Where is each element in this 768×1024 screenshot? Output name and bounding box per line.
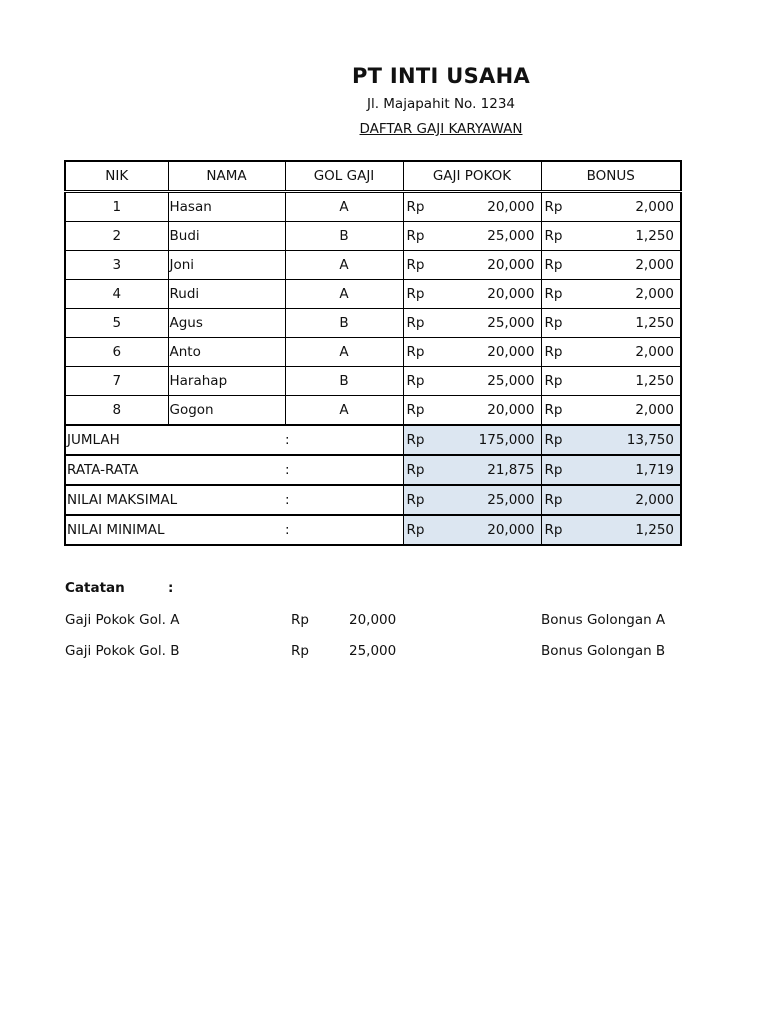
currency-label: Rp (406, 344, 425, 360)
salary-table (64, 160, 682, 546)
note-bonus-label: Bonus Golongan B (541, 643, 666, 659)
currency-label: Rp (406, 522, 425, 538)
gaji-value: 20,000 (487, 402, 535, 418)
table-row (65, 396, 681, 426)
currency-label: Rp (406, 432, 425, 448)
summary-gaji-value: 21,875 (487, 462, 535, 478)
column-header-bonus: BONUS (541, 161, 681, 192)
cell-nik: 3 (65, 251, 168, 280)
cell-nik: 7 (65, 367, 168, 396)
cell-bonus (541, 338, 681, 367)
bonus-value: 1,250 (635, 315, 674, 331)
cell-nama: Harahap (168, 367, 285, 396)
currency-label: Rp (406, 228, 425, 244)
currency-label: Rp (544, 199, 563, 215)
table-row (65, 251, 681, 280)
currency-label: Rp (544, 432, 563, 448)
cell-bonus (541, 222, 681, 251)
bonus-value: 2,000 (635, 199, 674, 215)
currency-label: Rp (406, 402, 425, 418)
bonus-value: 1,250 (635, 373, 674, 389)
cell-gaji-pokok (403, 222, 541, 251)
currency-label: Rp (406, 286, 425, 302)
summary-bonus (541, 485, 681, 515)
currency-label: Rp (406, 373, 425, 389)
table-row (65, 280, 681, 309)
cell-gaji-pokok (403, 192, 541, 222)
summary-gaji-value: 20,000 (487, 522, 535, 538)
cell-gol-gaji: A (285, 338, 403, 367)
cell-gol-gaji: A (285, 280, 403, 309)
summary-label: JUMLAH (65, 425, 285, 455)
note-value: 20,000 (349, 612, 397, 628)
summary-gaji-pokok (403, 425, 541, 455)
note-label: Gaji Pokok Gol. A (65, 612, 180, 628)
cell-gol-gaji: A (285, 251, 403, 280)
cell-bonus (541, 396, 681, 426)
summary-bonus (541, 425, 681, 455)
summary-colon: : (285, 485, 403, 515)
summary-bonus-value: 2,000 (635, 492, 674, 508)
column-header-nik: NIK (65, 161, 168, 192)
cell-bonus (541, 192, 681, 222)
currency-label: Rp (406, 199, 425, 215)
summary-gaji-value: 25,000 (487, 492, 535, 508)
table-row (65, 192, 681, 222)
cell-nama: Rudi (168, 280, 285, 309)
gaji-value: 25,000 (487, 373, 535, 389)
currency-label: Rp (544, 315, 563, 331)
cell-nama: Joni (168, 251, 285, 280)
summary-colon: : (285, 425, 403, 455)
company-title: PT INTI USAHA (351, 64, 531, 88)
cell-bonus (541, 280, 681, 309)
gaji-value: 20,000 (487, 257, 535, 273)
summary-bonus-value: 1,719 (635, 462, 674, 478)
employee-rows (65, 192, 681, 426)
bonus-value: 2,000 (635, 286, 674, 302)
summary-rows (65, 425, 681, 545)
currency-label: Rp (544, 402, 563, 418)
cell-gaji-pokok (403, 251, 541, 280)
table-row (65, 222, 681, 251)
notes-colon: : (168, 580, 174, 596)
summary-bonus-value: 13,750 (626, 432, 674, 448)
note-label: Gaji Pokok Gol. B (65, 643, 180, 659)
cell-gaji-pokok (403, 367, 541, 396)
cell-nama: Anto (168, 338, 285, 367)
cell-nama: Hasan (168, 192, 285, 222)
currency-label: Rp (544, 257, 563, 273)
summary-label: NILAI MAKSIMAL (65, 485, 285, 515)
notes-title: Catatan (65, 580, 125, 596)
summary-gaji-pokok (403, 515, 541, 545)
table-row (65, 309, 681, 338)
currency-label: Rp (544, 522, 563, 538)
bonus-value: 2,000 (635, 402, 674, 418)
currency-label: Rp (544, 462, 563, 478)
column-header-gol-gaji: GOL GAJI (285, 161, 403, 192)
cell-gol-gaji: A (285, 396, 403, 426)
cell-bonus (541, 251, 681, 280)
bonus-value: 2,000 (635, 257, 674, 273)
cell-nama: Gogon (168, 396, 285, 426)
gaji-value: 25,000 (487, 315, 535, 331)
bonus-value: 2,000 (635, 344, 674, 360)
cell-gaji-pokok (403, 280, 541, 309)
gaji-value: 20,000 (487, 286, 535, 302)
cell-bonus (541, 367, 681, 396)
cell-gol-gaji: B (285, 367, 403, 396)
summary-row (65, 455, 681, 485)
cell-nik: 2 (65, 222, 168, 251)
currency-label: Rp (544, 228, 563, 244)
cell-nik: 6 (65, 338, 168, 367)
company-address: Jl. Majapahit No. 1234 (366, 96, 516, 112)
column-header-gaji-pokok: GAJI POKOK (403, 161, 541, 192)
cell-nik: 1 (65, 192, 168, 222)
currency-label: Rp (544, 344, 563, 360)
summary-bonus (541, 515, 681, 545)
currency-label: Rp (406, 315, 425, 331)
summary-label: NILAI MINIMAL (65, 515, 285, 545)
summary-gaji-pokok (403, 455, 541, 485)
gaji-value: 25,000 (487, 228, 535, 244)
note-bonus-label: Bonus Golongan A (541, 612, 666, 628)
cell-nik: 8 (65, 396, 168, 426)
summary-row (65, 485, 681, 515)
cell-nik: 5 (65, 309, 168, 338)
note-currency: Rp (291, 612, 309, 628)
summary-colon: : (285, 515, 403, 545)
document-title: DAFTAR GAJI KARYAWAN (359, 121, 523, 137)
currency-label: Rp (406, 462, 425, 478)
cell-gol-gaji: A (285, 192, 403, 222)
bonus-value: 1,250 (635, 228, 674, 244)
summary-row (65, 515, 681, 545)
currency-label: Rp (544, 492, 563, 508)
cell-gol-gaji: B (285, 309, 403, 338)
cell-nama: Budi (168, 222, 285, 251)
currency-label: Rp (544, 373, 563, 389)
table-header-row (65, 161, 681, 192)
cell-gol-gaji: B (285, 222, 403, 251)
column-header-nama: NAMA (168, 161, 285, 192)
gaji-value: 20,000 (487, 199, 535, 215)
summary-row (65, 425, 681, 455)
table-row (65, 367, 681, 396)
cell-gaji-pokok (403, 309, 541, 338)
summary-gaji-value: 175,000 (478, 432, 535, 448)
note-value: 25,000 (349, 643, 397, 659)
table-row (65, 338, 681, 367)
cell-nama: Agus (168, 309, 285, 338)
note-currency: Rp (291, 643, 309, 659)
cell-nik: 4 (65, 280, 168, 309)
currency-label: Rp (406, 257, 425, 273)
cell-gaji-pokok (403, 396, 541, 426)
currency-label: Rp (406, 492, 425, 508)
summary-colon: : (285, 455, 403, 485)
summary-bonus (541, 455, 681, 485)
gaji-value: 20,000 (487, 344, 535, 360)
summary-gaji-pokok (403, 485, 541, 515)
cell-gaji-pokok (403, 338, 541, 367)
summary-bonus-value: 1,250 (635, 522, 674, 538)
cell-bonus (541, 309, 681, 338)
currency-label: Rp (544, 286, 563, 302)
summary-label: RATA-RATA (65, 455, 285, 485)
